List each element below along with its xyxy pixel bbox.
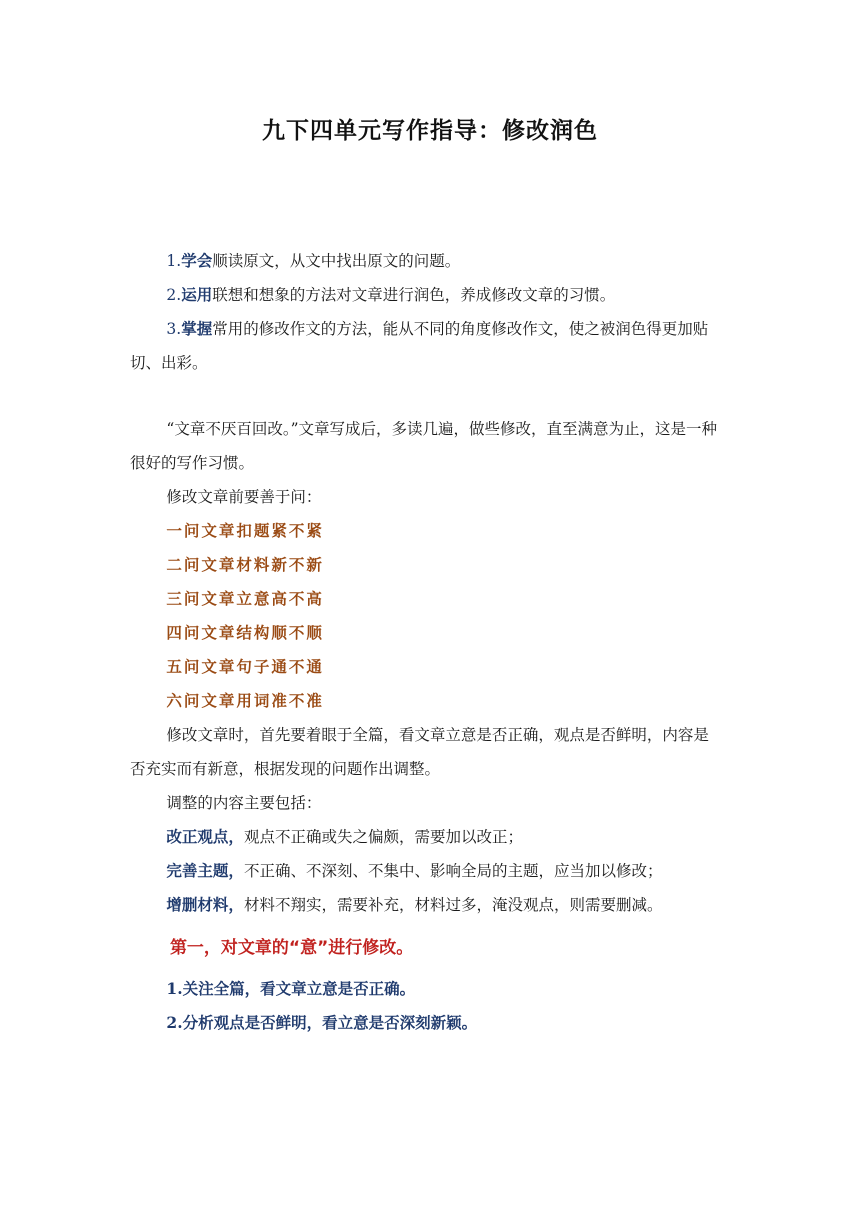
question-item: 三问文章立意高不高 (166, 589, 324, 608)
objective-text: 顺读原文，从文中找出原文的问题。 (212, 252, 461, 270)
objective-number: 3. (166, 320, 182, 338)
section-point: 2.分析观点是否鲜明，看立意是否深刻新颖。 (166, 1013, 478, 1032)
adjustment-keyword: 完善主题， (166, 861, 244, 880)
ask-intro: 修改文章前要善于问： (166, 488, 322, 506)
objective-item (130, 278, 720, 312)
adjustment-item (130, 888, 720, 922)
main-body (130, 412, 720, 1040)
objective-item (130, 244, 720, 278)
page-title: 九下四单元写作指导：修改润色 (262, 118, 598, 144)
objective-item (130, 312, 720, 380)
adjustment-item (130, 820, 720, 854)
question-item: 一问文章扣题紧不紧 (166, 521, 324, 540)
question-item: 二问文章材料新不新 (166, 555, 324, 574)
question-item: 五问文章句子通不通 (166, 657, 324, 676)
objective-keyword: 学会 (181, 251, 213, 270)
section-heading: 第一，对文章的“意”进行修改。 (169, 938, 414, 958)
adjustment-text: 材料不翔实，需要补充，材料过多，淹没观点，则需要删减。 (243, 896, 663, 914)
question-item: 六问文章用词准不准 (166, 691, 324, 710)
adjustment-text: 不正确、不深刻、不集中、影响全局的主题，应当加以修改； (243, 862, 663, 880)
adjustment-text: 观点不正确或失之偏颇，需要加以改正； (243, 828, 523, 846)
adjustment-keyword: 改正观点， (166, 827, 244, 846)
adjustment-item (130, 854, 720, 888)
objective-text: 联想和想象的方法对文章进行润色，养成修改文章的习惯。 (212, 286, 616, 304)
learning-objectives (130, 244, 720, 380)
objective-text: 常用的修改作文的方法，能从不同的角度修改作文，使之被润色得更加贴切、出彩。 (130, 320, 709, 372)
adjustment-keyword: 增删材料， (166, 895, 244, 914)
objective-number: 2. (166, 286, 182, 304)
question-item: 四问文章结构顺不顺 (166, 623, 324, 642)
intro-paragraph: “文章不厌百回改。”文章写成后，多读几遍，做些修改，直至满意为止，这是一种很好的写作习惯。 (130, 420, 718, 472)
section-point: 1.关注全篇，看文章立意是否正确。 (166, 979, 416, 998)
objective-keyword: 掌握 (181, 319, 213, 338)
objective-number: 1. (166, 252, 182, 270)
revise-paragraph: 修改文章时，首先要着眼于全篇，看文章立意是否正确，观点是否鲜明，内容是否充实而有新意，根据发现的问题作出调整。 (130, 726, 709, 778)
adjust-intro: 调整的内容主要包括： (166, 794, 322, 812)
objective-keyword: 运用 (181, 285, 213, 304)
